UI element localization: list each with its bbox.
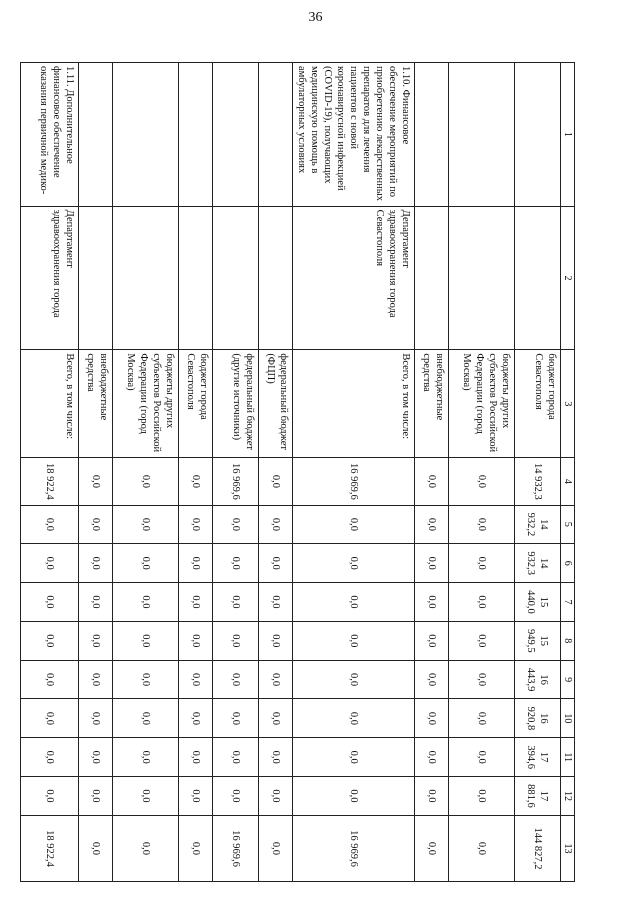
funding-source-cell: Всего, в том числе: — [293, 350, 415, 458]
value-cell: 0,0 — [213, 777, 259, 816]
value-cell: 0,0 — [415, 660, 449, 699]
table-row — [449, 63, 515, 882]
measure-cell — [213, 63, 259, 207]
table-row — [179, 63, 213, 882]
value-cell: 0,0 — [179, 621, 213, 660]
value-cell: 0,0 — [415, 505, 449, 544]
total-value-cell: 144 827,2 — [515, 815, 561, 881]
measure-cell: 1.10. Финансовое обеспечение мероприятий по приобретению лекарственных препаратов для лечения пациентов с новой коронавирусной инфекцией (COVID-19), получающих медицинскую помощь в амбулаторных условиях — [293, 63, 415, 207]
column-header: 12 — [561, 777, 575, 816]
value-cell: 0,0 — [259, 544, 293, 583]
value-cell: 0,0 — [21, 583, 79, 622]
value-cell: 0,0 — [293, 583, 415, 622]
value-cell: 0,0 — [79, 544, 113, 583]
value-cell: 0,0 — [113, 583, 179, 622]
column-header: 8 — [561, 621, 575, 660]
funding-source-cell: бюджет города Севастополя — [515, 350, 561, 458]
measure-cell — [415, 63, 449, 207]
column-header: 10 — [561, 699, 575, 738]
value-cell: 0,0 — [79, 777, 113, 816]
value-cell: 16 969,6 — [213, 458, 259, 505]
table-row — [79, 63, 113, 882]
column-header: 5 — [561, 505, 575, 544]
funding-source-cell: федеральный бюджет (ФЦП) — [259, 350, 293, 458]
value-cell: 0,0 — [113, 699, 179, 738]
value-cell: 0,0 — [293, 544, 415, 583]
value-cell: 0,0 — [179, 777, 213, 816]
table-row — [259, 63, 293, 882]
value-cell: 0,0 — [179, 660, 213, 699]
value-cell: 0,0 — [21, 544, 79, 583]
rotated-table-container — [38, 62, 575, 882]
value-cell: 0,0 — [21, 777, 79, 816]
total-value-cell: 0,0 — [449, 815, 515, 881]
table-row — [415, 63, 449, 882]
value-cell: 0,0 — [293, 738, 415, 777]
table-row — [21, 63, 79, 882]
total-value-cell: 0,0 — [79, 815, 113, 881]
value-cell: 0,0 — [113, 777, 179, 816]
budget-table — [20, 62, 575, 882]
value-cell: 0,0 — [21, 505, 79, 544]
executor-cell — [213, 206, 259, 350]
value-cell: 0,0 — [213, 621, 259, 660]
funding-source-cell: внебюджетные средства — [415, 350, 449, 458]
value-cell: 0,0 — [293, 621, 415, 660]
total-value-cell: 0,0 — [179, 815, 213, 881]
funding-source-cell: внебюджетные средства — [79, 350, 113, 458]
value-cell: 17 881,6 — [515, 777, 561, 816]
column-header: 3 — [561, 350, 575, 458]
executor-cell — [415, 206, 449, 350]
column-header: 1 — [561, 63, 575, 207]
column-header: 2 — [561, 206, 575, 350]
header-row — [561, 63, 575, 882]
value-cell: 0,0 — [79, 660, 113, 699]
table-body — [21, 63, 561, 882]
funding-source-cell: Всего, в том числе: — [21, 350, 79, 458]
measure-cell — [79, 63, 113, 207]
column-header: 11 — [561, 738, 575, 777]
value-cell: 0,0 — [21, 621, 79, 660]
value-cell: 0,0 — [179, 505, 213, 544]
measure-cell — [515, 63, 561, 207]
value-cell: 0,0 — [179, 583, 213, 622]
value-cell: 0,0 — [415, 544, 449, 583]
column-header: 9 — [561, 660, 575, 699]
table-row — [213, 63, 259, 882]
value-cell: 0,0 — [79, 505, 113, 544]
value-cell: 0,0 — [415, 621, 449, 660]
value-cell: 18 922,4 — [21, 458, 79, 505]
value-cell: 0,0 — [449, 583, 515, 622]
executor-cell — [179, 206, 213, 350]
executor-cell — [259, 206, 293, 350]
value-cell: 14 932,3 — [515, 458, 561, 505]
value-cell: 14 932,2 — [515, 505, 561, 544]
value-cell: 14 932,3 — [515, 544, 561, 583]
column-header: 6 — [561, 544, 575, 583]
value-cell: 0,0 — [79, 699, 113, 738]
value-cell: 0,0 — [113, 738, 179, 777]
value-cell: 0,0 — [449, 458, 515, 505]
value-cell: 0,0 — [21, 660, 79, 699]
executor-cell — [113, 206, 179, 350]
table-row — [293, 63, 415, 882]
executor-cell: Департамент здравоохранения города — [21, 206, 79, 350]
value-cell: 0,0 — [293, 660, 415, 699]
measure-cell: 1.11. Дополнительное финансовое обеспечение оказания первичной медико- — [21, 63, 79, 207]
value-cell: 0,0 — [79, 738, 113, 777]
value-cell: 16 969,6 — [293, 458, 415, 505]
value-cell: 0,0 — [449, 738, 515, 777]
value-cell: 0,0 — [293, 699, 415, 738]
value-cell: 15 949,5 — [515, 621, 561, 660]
value-cell: 0,0 — [113, 458, 179, 505]
value-cell: 0,0 — [79, 458, 113, 505]
value-cell: 0,0 — [113, 505, 179, 544]
value-cell: 0,0 — [113, 660, 179, 699]
value-cell: 0,0 — [259, 699, 293, 738]
total-value-cell: 18 922,4 — [21, 815, 79, 881]
value-cell: 0,0 — [113, 621, 179, 660]
value-cell: 0,0 — [21, 738, 79, 777]
funding-source-cell: бюджеты других субъектов Российской Федерации (город Москва) — [113, 350, 179, 458]
value-cell: 0,0 — [449, 544, 515, 583]
funding-source-cell: бюджеты других субъектов Российской Федерации (город Москва) — [449, 350, 515, 458]
column-header: 4 — [561, 458, 575, 505]
total-value-cell: 0,0 — [415, 815, 449, 881]
column-header: 13 — [561, 815, 575, 881]
funding-source-cell: федеральный бюджет (другие источники) — [213, 350, 259, 458]
total-value-cell: 16 969,6 — [213, 815, 259, 881]
value-cell: 0,0 — [213, 505, 259, 544]
value-cell: 0,0 — [179, 544, 213, 583]
value-cell: 15 440,0 — [515, 583, 561, 622]
value-cell: 0,0 — [293, 505, 415, 544]
executor-cell — [449, 206, 515, 350]
value-cell: 0,0 — [415, 738, 449, 777]
value-cell: 0,0 — [449, 777, 515, 816]
value-cell: 0,0 — [213, 583, 259, 622]
value-cell: 0,0 — [213, 699, 259, 738]
total-value-cell: 0,0 — [259, 815, 293, 881]
value-cell: 16 443,9 — [515, 660, 561, 699]
column-header: 7 — [561, 583, 575, 622]
table-row — [113, 63, 179, 882]
value-cell: 0,0 — [79, 621, 113, 660]
value-cell: 0,0 — [415, 458, 449, 505]
value-cell: 0,0 — [179, 458, 213, 505]
value-cell: 0,0 — [213, 660, 259, 699]
executor-cell — [79, 206, 113, 350]
value-cell: 17 394,6 — [515, 738, 561, 777]
value-cell: 0,0 — [179, 699, 213, 738]
value-cell: 0,0 — [259, 777, 293, 816]
value-cell: 0,0 — [415, 777, 449, 816]
value-cell: 0,0 — [449, 660, 515, 699]
value-cell: 0,0 — [259, 621, 293, 660]
page-number: 36 — [308, 10, 323, 25]
value-cell: 0,0 — [293, 777, 415, 816]
value-cell: 0,0 — [259, 458, 293, 505]
executor-cell: Департамент здравоохранения города Севастополя — [293, 206, 415, 350]
value-cell: 16 920,8 — [515, 699, 561, 738]
value-cell: 0,0 — [259, 738, 293, 777]
value-cell: 0,0 — [21, 699, 79, 738]
measure-cell — [113, 63, 179, 207]
value-cell: 0,0 — [113, 544, 179, 583]
total-value-cell: 0,0 — [113, 815, 179, 881]
funding-source-cell: бюджет города Севастополя — [179, 350, 213, 458]
value-cell: 0,0 — [213, 544, 259, 583]
value-cell: 0,0 — [213, 738, 259, 777]
measure-cell — [259, 63, 293, 207]
value-cell: 0,0 — [449, 699, 515, 738]
value-cell: 0,0 — [259, 583, 293, 622]
value-cell: 0,0 — [179, 738, 213, 777]
value-cell: 0,0 — [415, 699, 449, 738]
value-cell: 0,0 — [415, 583, 449, 622]
value-cell: 0,0 — [259, 505, 293, 544]
total-value-cell: 16 969,6 — [293, 815, 415, 881]
value-cell: 0,0 — [259, 660, 293, 699]
value-cell: 0,0 — [449, 621, 515, 660]
executor-cell — [515, 206, 561, 350]
measure-cell — [449, 63, 515, 207]
value-cell: 0,0 — [449, 505, 515, 544]
value-cell: 0,0 — [79, 583, 113, 622]
table-row — [515, 63, 561, 882]
measure-cell — [179, 63, 213, 207]
